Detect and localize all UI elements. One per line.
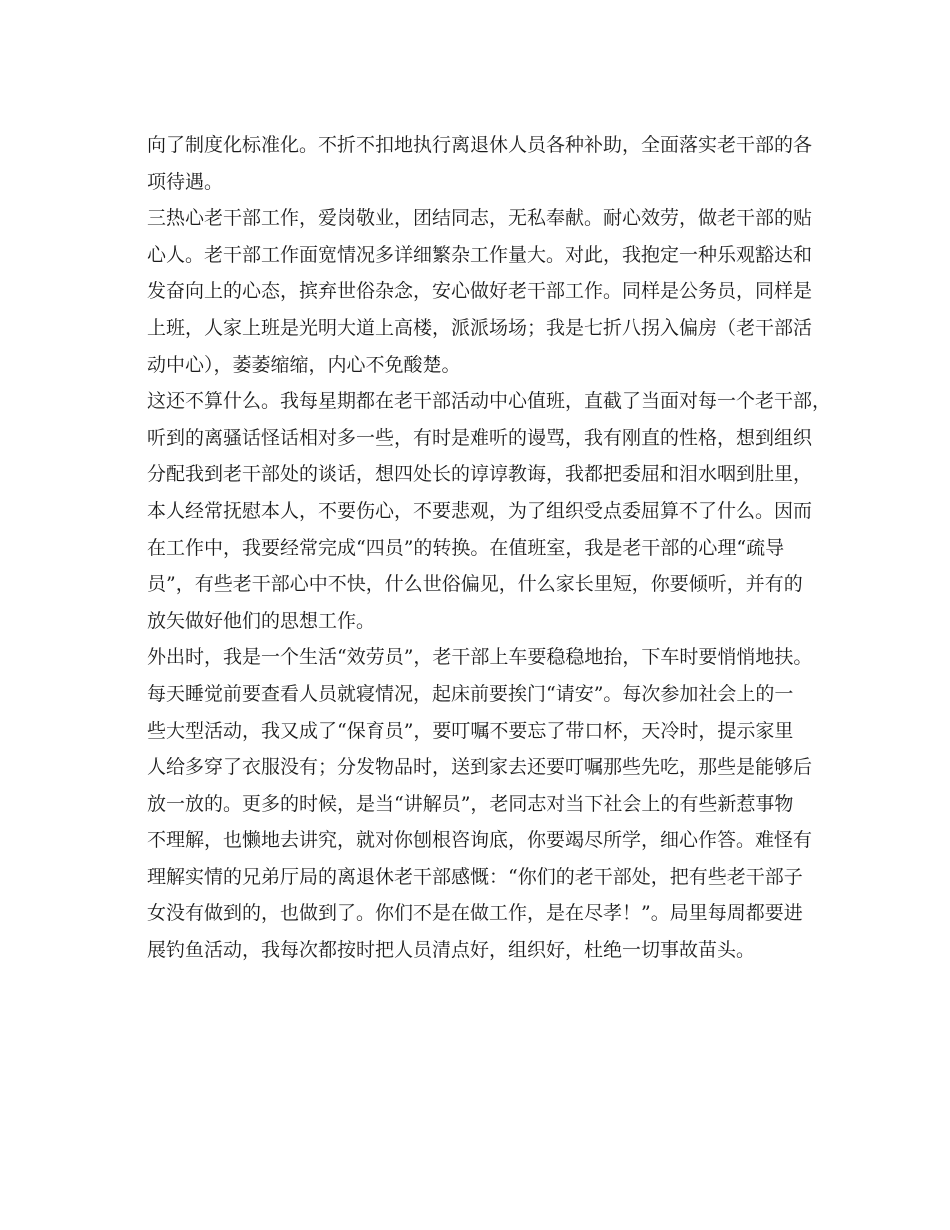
- text-line: 理解实情的兄弟厅局的离退休老干部感慨：“你们的老干部处，把有些老干部子: [147, 865, 803, 888]
- text-line: 每天睡觉前要查看人员就寝情况，起床前要挨门“请安”。每次参加社会上的一: [147, 682, 794, 705]
- body-text: [147, 127, 832, 969]
- text-line: 在工作中，我要经常完成“四员”的转换。在值班室，我是老干部的心理“疏导: [147, 536, 785, 559]
- text-line: 本人经常抚慰本人，不要伤心，不要悲观，为了组织受点委屈算不了什么。因而: [147, 499, 813, 522]
- text-line: 女没有做到的，也做到了。你们不是在做工作，是在尽孝！”。局里每周都要进: [147, 902, 803, 925]
- text-line: 项待遇。: [147, 170, 224, 193]
- text-line: 向了制度化标准化。不折不扣地执行离退休人员各种补助，全面落实老干部的各: [147, 134, 813, 156]
- text-line: 发奋向上的心态，摈弃世俗杂念，安心做好老干部工作。同样是公务员，同样是: [147, 280, 813, 303]
- text-line: 展钓鱼活动，我每次都按时把人员清点好，组织好，杜绝一切事故苗头。: [147, 939, 756, 962]
- text-line: 人给多穿了衣服没有；分发物品时，送到家去还要叮嘱那些先吃，那些是能够后: [147, 756, 813, 779]
- text-line: 动中心），萎萎缩缩，内心不免酸楚。: [147, 353, 461, 376]
- text-line: 放一放的。更多的时候，是当“讲解员”，老同志对当下社会上的有些新惹事物: [147, 792, 794, 815]
- text-line: 放矢做好他们的思想工作。: [147, 609, 376, 632]
- text-line: 分配我到老干部处的谈话，想四处长的谆谆教诲，我都把委屈和泪水咽到肚里，: [147, 463, 813, 486]
- text-line: 三热心老干部工作，爱岗敬业，团结同志，无私奉献。耐心效劳，做老干部的贴: [147, 207, 813, 230]
- text-line: 听到的离骚话怪话相对多一些，有时是难听的谩骂，我有刚直的性格，想到组织: [147, 426, 813, 449]
- text-line: 上班，人家上班是光明大道上高楼，派派场场；我是七折八拐入偏房（老干部活: [147, 316, 813, 339]
- text-line: 外出时，我是一个生活“效劳员”，老干部上车要稳稳地抬，下车时要悄悄地扶。: [147, 646, 813, 669]
- text-line: 心人。老干部工作面宽情况多详细繁杂工作量大。对此，我抱定一种乐观豁达和: [147, 243, 813, 266]
- text-line: 不理解，也懒地去讲究，就对你刨根咨询底，你要竭尽所学，细心作答。难怪有: [147, 829, 813, 852]
- text-line: 些大型活动，我又成了“保育员”，要叮嘱不要忘了带口杯，天冷时，提示家里: [147, 719, 794, 742]
- text-line: 这还不算什么。我每星期都在老干部活动中心值班，直截了当面对每一个老干部，: [147, 390, 832, 413]
- text-line: 员”，有些老干部心中不快，什么世俗偏见，什么家长里短，你要倾听，并有的: [147, 573, 803, 596]
